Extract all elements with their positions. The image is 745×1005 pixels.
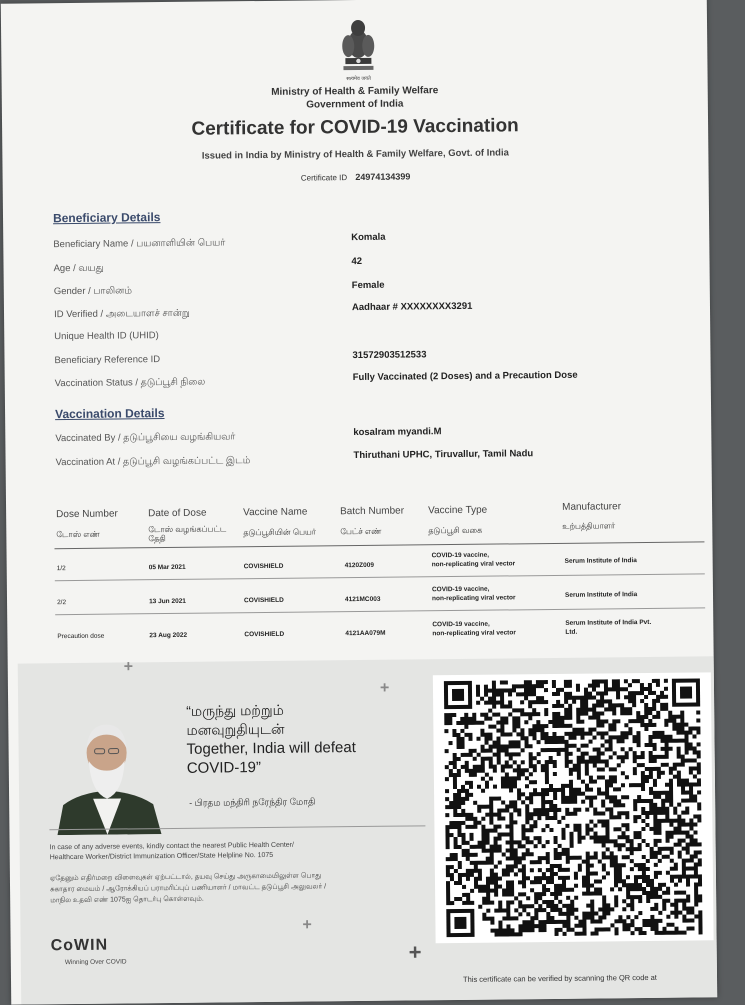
id-verified-value: Aadhaar # XXXXXXXX3291 — [351, 300, 473, 314]
quote-signature: - பிரதம மந்திரி நரேந்திர மோதி — [189, 796, 316, 808]
tamil-note-line3: மாநில உதவி எண் 1075ஐ தொடர்பு கொள்ளவும். — [50, 895, 204, 905]
uhid-label: Unique Health ID (UHID) — [54, 330, 159, 343]
adverse-event-note — [50, 839, 430, 863]
issued-by: Issued in India by Ministry of Health & Family Welfare, Govt. of India — [201, 147, 509, 162]
cowin-tagline: Winning Over COVID — [64, 958, 127, 967]
vaccination-section-title: Vaccination Details — [55, 406, 165, 422]
th-dose-number: Dose Number — [56, 508, 118, 521]
certificate-id-row — [3, 168, 709, 185]
quote-english-line1: Together, India will defeat — [186, 739, 356, 758]
manufacturer-cell — [565, 557, 637, 566]
plus-decoration-icon: + — [302, 916, 312, 934]
verify-note: This certificate can be verified by scanning the QR code at — [462, 972, 657, 984]
qr-code-box — [433, 672, 714, 943]
manufacturer-line2: Ltd. — [565, 628, 578, 636]
adverse-event-note-line2: Healthcare Worker/District Immunization Officer/State Helpline No. 1075 — [49, 851, 274, 862]
th-vaccine-type-tamil: தடுப்பூசி வகை — [428, 525, 483, 536]
th-batch-number: Batch Number — [340, 505, 405, 518]
vaccine-type-line2: non-replicating viral vector — [432, 628, 516, 637]
vaccination-status-label: Vaccination Status / தடுப்பூசி நிலை — [54, 376, 206, 390]
vaccine-type-line1: COVID-19 vaccine, — [432, 620, 490, 629]
row-divider — [55, 607, 705, 615]
th-dose-number-tamil: டோஸ் எண் — [56, 529, 100, 540]
vaccine-type-cell — [432, 551, 516, 569]
national-emblem-icon — [331, 14, 386, 85]
beneficiary-section-title: Beneficiary Details — [52, 210, 161, 226]
manufacturer-line1: Serum Institute of India — [564, 591, 638, 599]
vaccination-status-value: Fully Vaccinated (2 Doses) and a Precaution Dose — [352, 369, 578, 384]
plus-decoration-icon: + — [379, 679, 390, 697]
vaccine-type-line2: non-replicating viral vector — [431, 593, 516, 602]
manufacturer-line1: Serum Institute of India Pvt. — [565, 618, 652, 627]
adverse-event-note-line1: In case of any adverse events, kindly contact the nearest Public Health Center/ — [49, 841, 295, 852]
th-manufacturer: Manufacturer — [562, 501, 622, 513]
vaccine-type-cell — [432, 585, 516, 603]
vaccine-type-line2: non-replicating viral vector — [431, 559, 516, 568]
dose-date-cell: 23 Aug 2022 — [149, 631, 188, 640]
dose-number-cell: Precaution dose — [57, 632, 105, 641]
qr-code-icon — [433, 672, 714, 943]
adverse-event-note-tamil — [50, 869, 430, 906]
manufacturer-cell — [565, 591, 637, 600]
vaccination-at-label: Vaccination At / தடுப்பூசி வழங்கப்பட்ட இடம் — [55, 455, 251, 469]
manufacturer-cell — [565, 619, 651, 637]
dose-number-cell: 2/2 — [57, 599, 67, 607]
gender-label: Gender / பாலினம் — [53, 285, 133, 298]
quote-tamil-line2: மனவுறுதியுடன் — [186, 720, 285, 738]
manufacturer-line1: Serum Institute of India — [564, 557, 637, 565]
certificate-id-label: Certificate ID — [300, 173, 348, 183]
plus-decoration-icon: + — [408, 939, 422, 965]
th-manufacturer-tamil: உற்பத்தியாளர் — [562, 521, 616, 531]
reference-id-label: Beneficiary Reference ID — [54, 354, 161, 367]
row-divider — [55, 573, 705, 581]
vaccine-name-cell: COVISHIELD — [244, 630, 285, 639]
dose-date-cell: 13 Jun 2021 — [149, 597, 186, 606]
beneficiary-name-label: Beneficiary Name / பயனாளியின் பெயர் — [53, 237, 226, 251]
th-date-of-dose-tamil: டோஸ் வழங்கப்பட்ட தேதி — [148, 524, 227, 544]
vaccination-at-value: Thiruthani UPHC, Tiruvallur, Tamil Nadu — [353, 448, 534, 462]
certificate-page — [1, 0, 717, 1005]
government-name: Government of India — [306, 98, 404, 111]
reference-id-value: 31572903512533 — [352, 349, 427, 362]
th-date-of-dose: Date of Dose — [148, 507, 207, 520]
vaccine-type-cell — [432, 620, 516, 638]
id-verified-label: ID Verified / அடையாளச் சான்று — [53, 307, 190, 321]
cowin-logo: CoWIN — [50, 936, 109, 955]
quote-english-line2: COVID-19” — [186, 759, 262, 777]
svg-text:सत्यमेव जयते: सत्यमेव जयते — [346, 75, 371, 83]
dose-date-cell: 05 Mar 2021 — [148, 563, 186, 572]
batch-number-cell: 4121MC003 — [345, 595, 381, 604]
portrait-photo — [48, 708, 167, 835]
quote-tamil-line1: “மருந்து மற்றும் — [186, 701, 284, 719]
batch-number-cell: 4120Z009 — [344, 561, 374, 570]
vaccine-type-line1: COVID-19 vaccine, — [431, 551, 490, 560]
batch-number-cell: 4121AA079M — [345, 629, 386, 638]
quote-block — [186, 700, 356, 778]
th-vaccine-name: Vaccine Name — [243, 506, 308, 519]
plus-decoration-icon: + — [123, 658, 134, 676]
vaccine-type-line1: COVID-19 vaccine, — [431, 585, 490, 594]
page-title: Certificate for COVID-19 Vaccination — [191, 115, 519, 140]
dose-number-cell: 1/2 — [56, 565, 66, 573]
vaccine-name-cell: COVISHIELD — [244, 596, 284, 605]
age-value: 42 — [351, 255, 363, 268]
th-batch-number-tamil: பேட்ச் எண் — [340, 526, 382, 537]
tamil-note-line1: ஏதேனும் எதிர்மறை விளைவுகள் ஏற்பட்டால், தயவு செய்து அருகாமையிலுள்ள பொது — [49, 872, 322, 883]
vaccinated-by-value: kosalram myandi.M — [353, 426, 442, 439]
age-label: Age / வயது — [53, 262, 104, 275]
tamil-note-line2: சுகாதார மையம் / ஆரோக்கியப் பராமரிப்புப் பணியாளர் / மாவட்ட தடுப்பூசி அலுவலர் / — [50, 883, 327, 894]
beneficiary-name-value: Komala — [351, 231, 386, 244]
th-vaccine-type: Vaccine Type — [428, 504, 488, 517]
gender-value: Female — [351, 279, 385, 292]
certificate-id: 24974134399 — [355, 171, 411, 183]
th-vaccine-name-tamil: தடுப்பூசியின் பெயர் — [243, 527, 317, 538]
ministry-name: Ministry of Health & Family Welfare — [271, 85, 439, 98]
vaccine-name-cell: COVISHIELD — [243, 562, 284, 571]
vaccinated-by-label: Vaccinated By / தடுப்பூசியை வழங்கியவர் — [55, 431, 236, 445]
